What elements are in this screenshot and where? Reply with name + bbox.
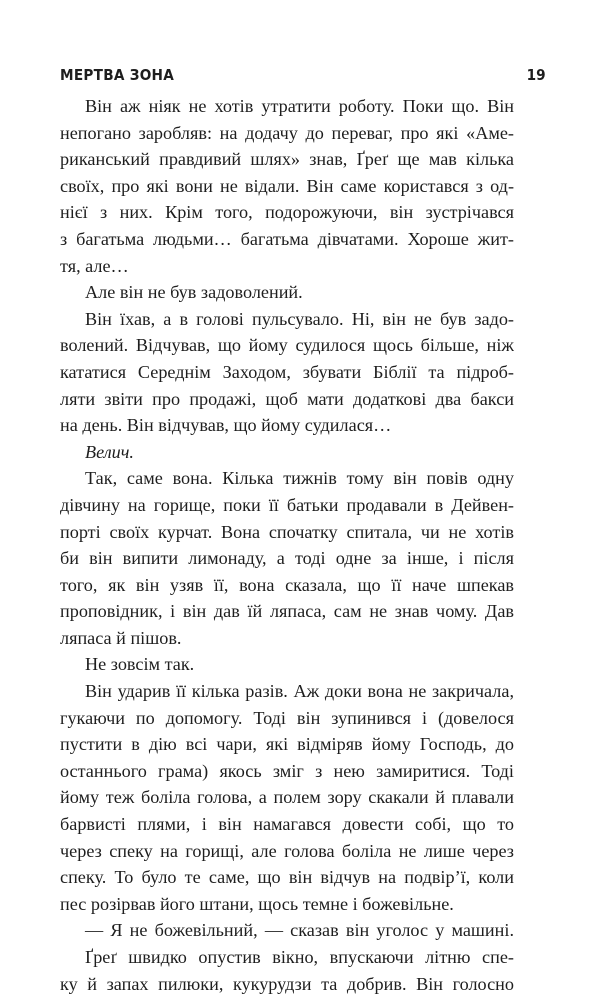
body-text — [60, 93, 514, 997]
text-line: своїх, про які вони не відали. Він саме користався з од- — [60, 175, 514, 196]
text-line: тя, але… — [60, 255, 129, 276]
text-line: спеку. То було те саме, що він відчув на подвір’ї, коли — [60, 867, 514, 888]
text-line: порті своїх курчат. Вона спочатку спитала, чи не хотів — [60, 521, 514, 542]
text-line: гукаючи по допомогу. Тоді він зупинився і (довелося — [60, 707, 514, 728]
text-line: Він ударив її кілька разів. Аж доки вона не закричала, — [85, 681, 514, 702]
text-line: пустити в дію всі чари, які відміряв йому Господь, до — [60, 734, 514, 755]
text-line: нієї з них. Крім того, подорожуючи, він зустрічався — [60, 202, 514, 223]
text-line: на день. Він відчував, що йому судилася… — [60, 415, 392, 436]
page-number: 19 — [527, 66, 546, 84]
text-line: останнього грама) якось зміг з нею замиритися. Тоді — [60, 760, 514, 781]
text-line: непогано заробляв: на додачу до переваг, про які «Аме- — [60, 122, 514, 143]
text-line: кататися Середнім Заходом, збувати Біблії та підроб- — [60, 361, 514, 382]
text-line: — Я не божевільний, — сказав він уголос у машині. — [85, 920, 514, 941]
text-line: того, як він узяв її, вона сказала, що її наче шпекав — [60, 574, 514, 595]
text-line: Не зовсім так. — [85, 654, 195, 675]
text-line: риканський правдивий шлях» знав, Ґреґ ще мав кілька — [60, 149, 514, 170]
text-line: Він їхав, а в голові пульсувало. Ні, він не був задо- — [85, 308, 514, 329]
text-line: Велич. — [85, 441, 134, 462]
text-line: Так, саме вона. Кілька тижнів тому він повів одну — [85, 468, 514, 489]
running-head — [60, 64, 546, 90]
text-line: Але він не був задоволений. — [85, 282, 303, 303]
text-line: ку й запах пилюки, кукурудзи та добрив. Він голосно — [60, 973, 514, 994]
text-line: ляти звіти про продажі, щоб мати додаткові два бакси — [60, 388, 514, 409]
text-line: через спеку на горищі, але голова боліла не лише через — [60, 840, 514, 861]
text-line: Ґреґ швидко опустив вікно, впускаючи літню спе- — [85, 947, 514, 967]
text-line: дівчину на горище, поки її батьки продавали в Дейвен- — [60, 494, 514, 515]
text-line: проповідник, і він дав їй ляпаса, сам не знав чому. Дав — [60, 601, 514, 622]
book-title: МЕРТВА ЗОНА — [60, 66, 175, 84]
text-line: ляпаса й пішов. — [60, 627, 182, 648]
text-line: Він аж ніяк не хотів утратити роботу. Поки що. Він — [85, 96, 514, 116]
text-line: барвисті плями, і він намагався довести собі, що то — [60, 814, 514, 835]
text-line: йому теж боліла голова, а полем зору скакали й плавали — [60, 787, 514, 808]
text-line: з багатьма людьми… багатьма дівчатами. Хороше жит- — [60, 228, 514, 249]
text-line: би він випити лимонаду, а тоді одне за інше, і після — [60, 548, 514, 569]
text-line: пес розірвав його штани, щось темне і божевільне. — [60, 893, 454, 914]
text-line: волений. Відчував, що йому судилося щось більше, ніж — [60, 335, 514, 356]
